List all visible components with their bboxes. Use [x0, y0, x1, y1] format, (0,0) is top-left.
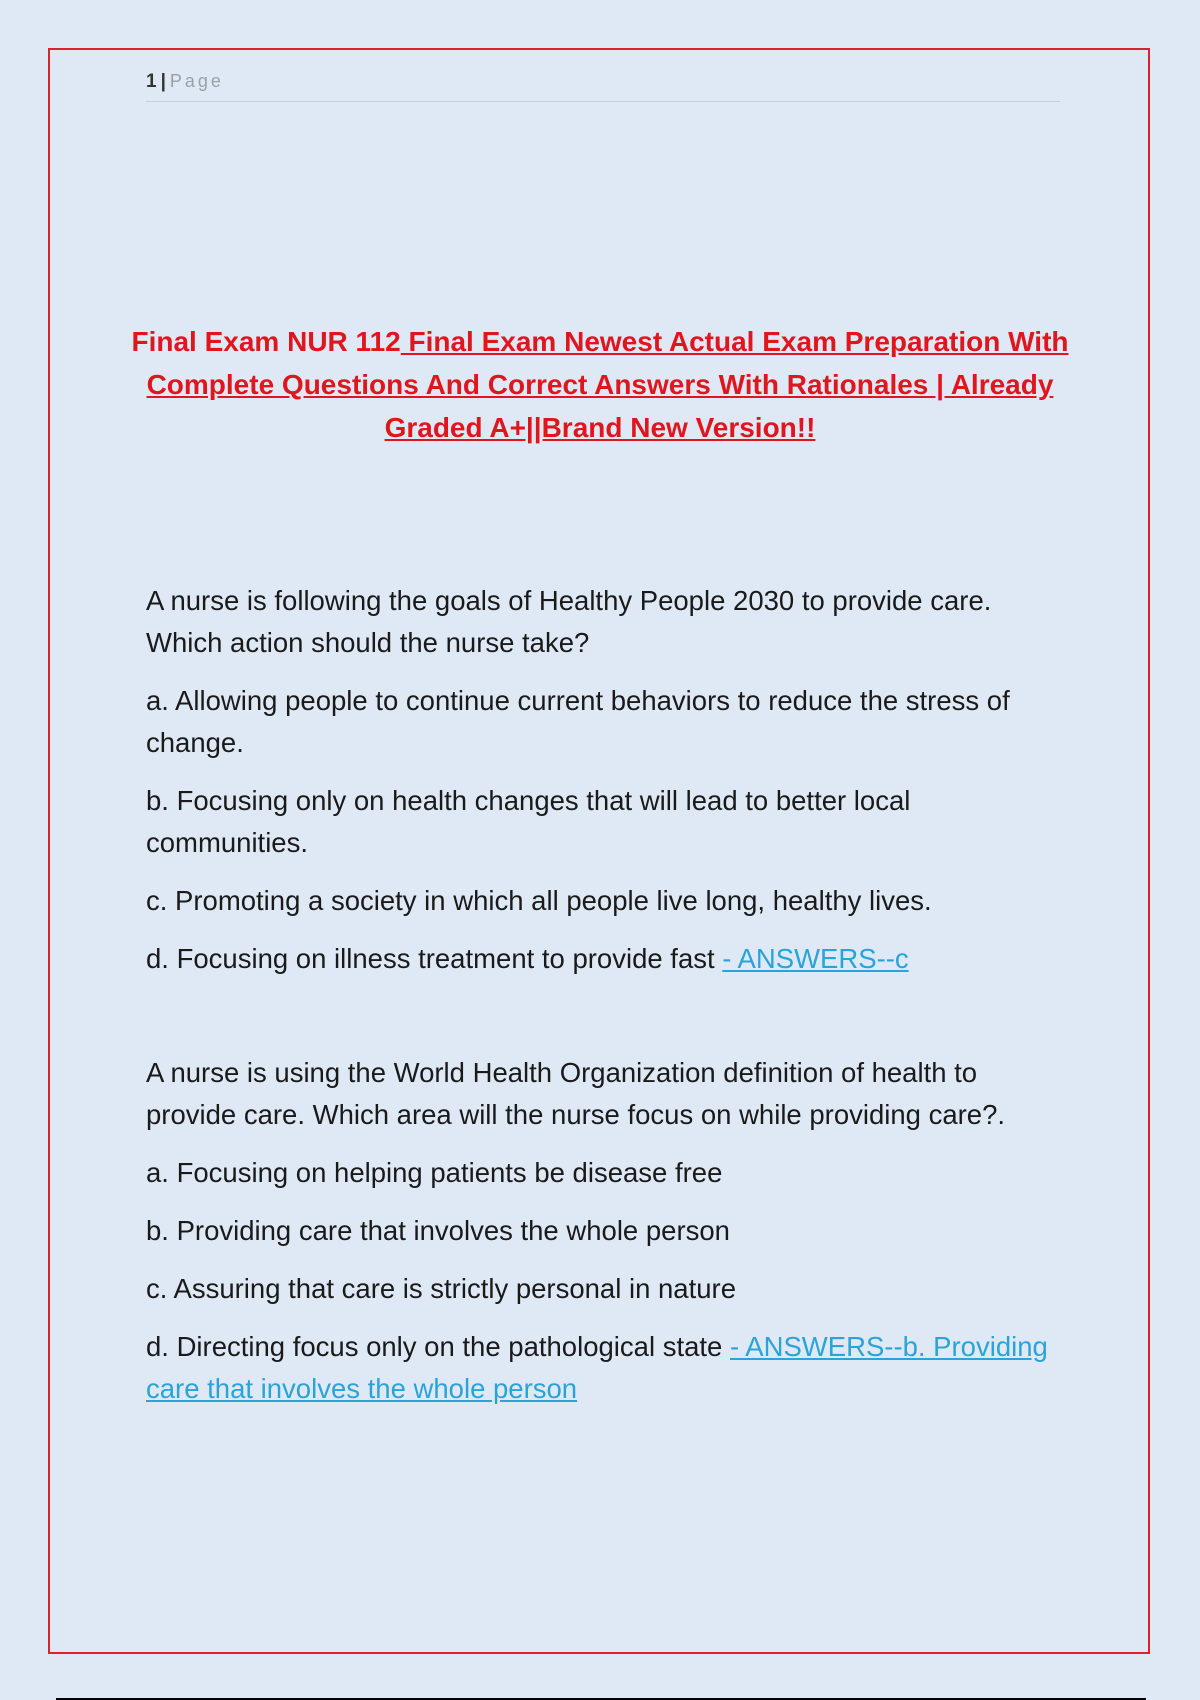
question-2-option-b: b. Providing care that involves the whole person — [146, 1215, 730, 1246]
document-body — [146, 580, 1066, 1426]
question-2-option-d-text: d. Directing focus only on the pathological state — [146, 1331, 730, 1362]
question-2-stem: A nurse is using the World Health Organization definition of health to provide care. Which area will the nurse focus on while providing care?. — [146, 1057, 1006, 1130]
page-header — [146, 71, 224, 93]
question-2-option-a: a. Focusing on helping patients be disease free — [146, 1157, 723, 1188]
question-1-option-a: a. Allowing people to continue current behaviors to reduce the stress of change. — [146, 685, 1010, 758]
question-1-stem: A nurse is following the goals of Healthy People 2030 to provide care. Which action should the nurse take? — [146, 585, 992, 658]
page-separator: | — [160, 71, 166, 92]
title-course: Final Exam NUR 112 — [131, 326, 401, 357]
question-1-option-d — [146, 938, 1066, 980]
page-number: 1 — [146, 71, 157, 92]
page-label: Page — [169, 71, 224, 91]
question-1-answer-link[interactable]: - ANSWERS--c — [722, 943, 909, 974]
question-1-option-d-text: d. Focusing on illness treatment to provide fast — [146, 943, 723, 974]
question-1-option-c: c. Promoting a society in which all people live long, healthy lives. — [146, 885, 932, 916]
document-title — [120, 320, 1080, 449]
header-divider — [146, 101, 1060, 102]
title-description: Final Exam Newest Actual Exam Preparation With Complete Questions And Correct Answers With Rationales | Already Graded A+||Brand New Version!! — [146, 326, 1069, 443]
question-2-answer-link[interactable]: - ANSWERS--b. Providing care that involves the whole person — [146, 1331, 1048, 1404]
question-2-option-c: c. Assuring that care is strictly personal in nature — [146, 1273, 736, 1304]
question-2-option-d — [146, 1326, 1066, 1410]
question-1-option-b: b. Focusing only on health changes that will lead to better local communities. — [146, 785, 911, 858]
